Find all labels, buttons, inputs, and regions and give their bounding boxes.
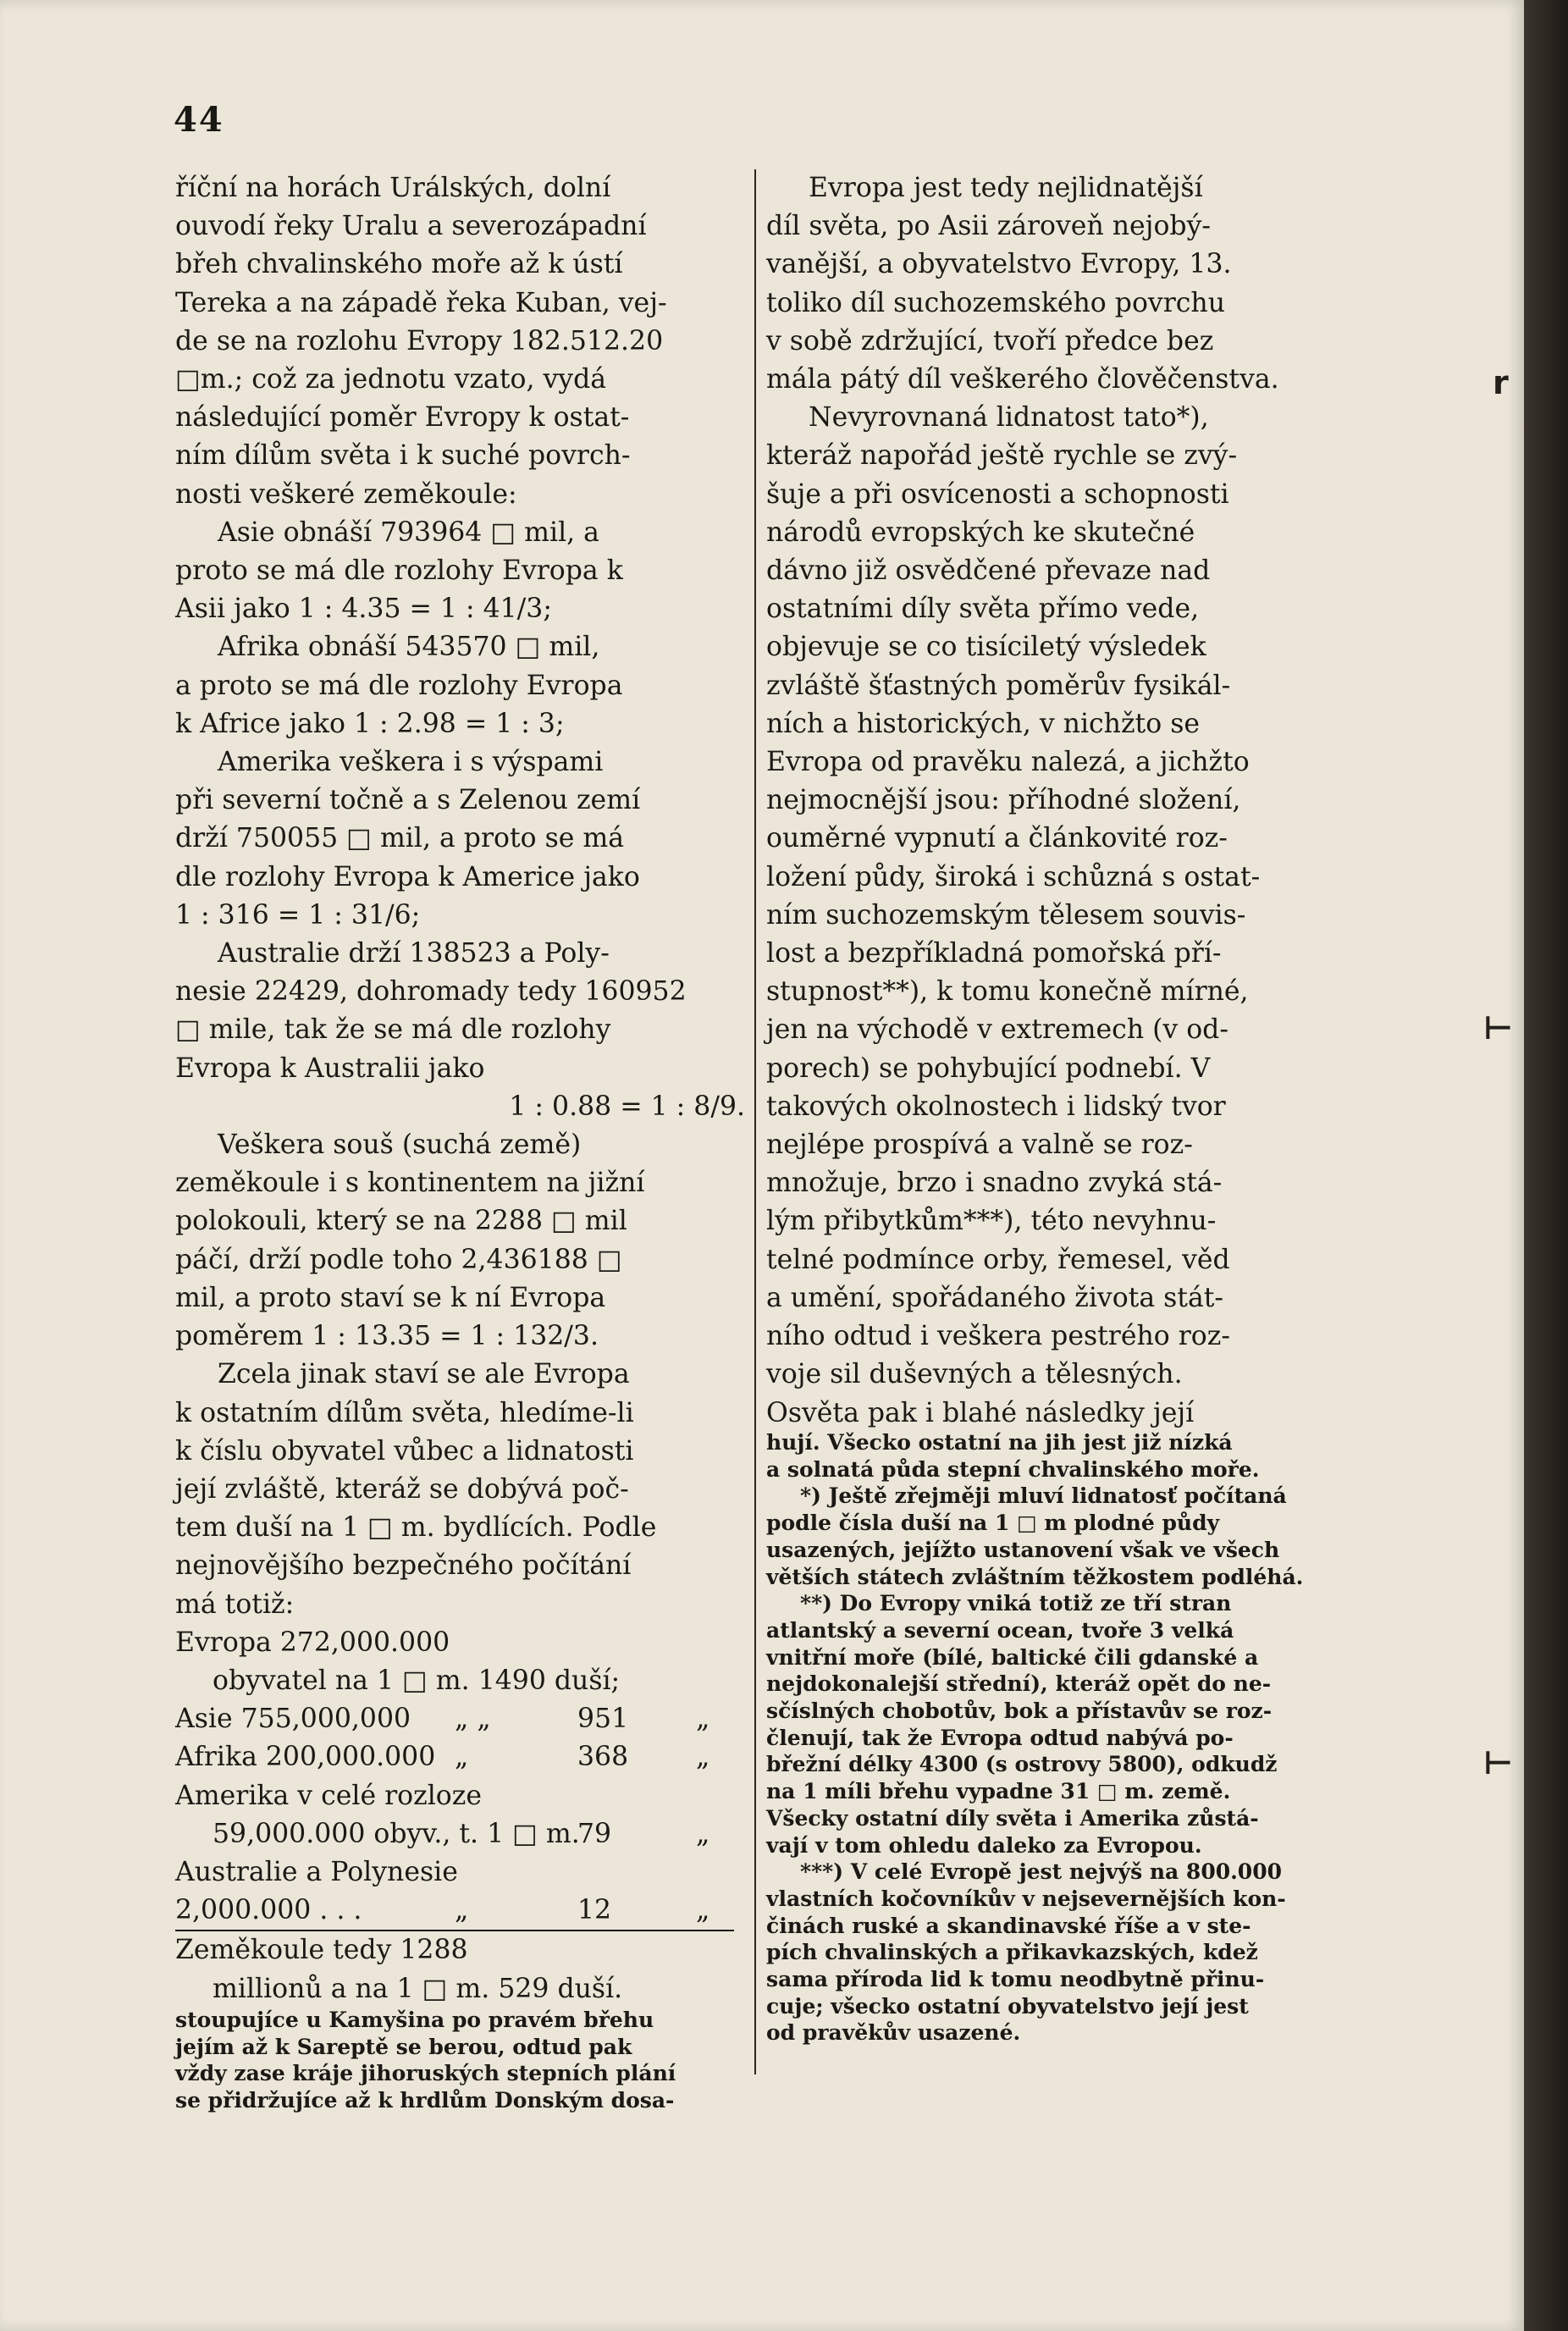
text-line: ním suchozemským tělesem souvis- bbox=[766, 899, 1246, 931]
text-line: polokouli, který se na 2288 □ mil bbox=[175, 1206, 627, 1237]
text-line: jen na východě v extremech (v od- bbox=[766, 1014, 1228, 1046]
text-line: vanější, a obyvatelstvo Evropy, 13. bbox=[766, 249, 1232, 280]
text-line: porech) se pohybující podnebí. V bbox=[766, 1052, 1211, 1084]
footnote-line: činách ruské a skandinavské říše a v ste- bbox=[766, 1913, 1251, 1938]
text-line: stupnost**), k tomu konečně mírné, bbox=[766, 976, 1249, 1008]
unit-ditto: „ bbox=[696, 1704, 710, 1735]
text-line: □m.; což za jednotu vzato, vydá bbox=[175, 364, 607, 395]
footnote-line: hují. Všecko ostatní na jih jest již nízká bbox=[766, 1430, 1233, 1455]
population-label: 2,000.000 . . . bbox=[175, 1895, 362, 1926]
text-line: 1 : 316 = 1 : 31/6; bbox=[175, 899, 421, 931]
text-line: □ mile, tak že se má dle rozlohy bbox=[175, 1014, 611, 1046]
footnote-line: Všecky ostatní díly světa i Amerika zůstá- bbox=[766, 1805, 1259, 1831]
text-line: takových okolnostech i lidský tvor bbox=[766, 1091, 1226, 1122]
text-line: ního odtud i veškera pestrého roz- bbox=[766, 1321, 1231, 1352]
population-label: millionů a na 1 □ m. 529 duší. bbox=[213, 1973, 623, 2004]
column-divider bbox=[754, 169, 756, 2074]
text-line: ostatními díly světa přímo vede, bbox=[766, 594, 1200, 625]
text-line: ním dílům světa i k suché povrch- bbox=[175, 440, 631, 472]
footnote-line: se přidržujíce až k hrdlům Donským dosa- bbox=[175, 2088, 675, 2113]
text-line: nejlépe prospívá a valně se roz- bbox=[766, 1130, 1193, 1161]
text-line: poměrem 1 : 13.35 = 1 : 132/3. bbox=[175, 1321, 599, 1352]
footnote-line: a solnatá půda stepní chvalinského moře. bbox=[766, 1456, 1260, 1482]
text-line: k ostatním dílům světa, hledíme-li bbox=[175, 1397, 634, 1428]
ditto-mark: „ bbox=[455, 1895, 469, 1926]
population-row bbox=[175, 1930, 734, 1969]
text-line: šuje a při osvícenosti a schopnosti bbox=[766, 478, 1229, 510]
text-line: Australie drží 138523 a Poly- bbox=[218, 938, 610, 969]
text-line: nejnovějšího bezpečného počítání bbox=[175, 1550, 632, 1582]
text-line: ouměrné vypnutí a článkovité roz- bbox=[766, 823, 1228, 854]
margin-mark-2: ⊢ bbox=[1483, 1009, 1513, 1047]
population-row bbox=[175, 1738, 745, 1776]
footnote-line: nejdokonalejší střední), kteráž opět do ne- bbox=[766, 1671, 1272, 1697]
text-line: tem duší na 1 □ m. bydlících. Podle bbox=[175, 1512, 657, 1544]
footnote-line: stoupujíce u Kamyšina po pravém břehu bbox=[175, 2008, 654, 2032]
page-number: 44 bbox=[174, 100, 224, 140]
left-footnote bbox=[175, 2007, 745, 2114]
text-line: a proto se má dle rozlohy Evropa bbox=[175, 670, 623, 701]
text-line: nesie 22429, dohromady tedy 160952 bbox=[175, 976, 687, 1008]
text-line: říční na horách Urálských, dolní bbox=[175, 173, 611, 203]
population-row bbox=[175, 1700, 745, 1738]
text-line: nejmocnější jsou: příhodné složení, bbox=[766, 785, 1241, 816]
footnote-line: podle čísla duší na 1 □ m plodné půdy bbox=[766, 1511, 1220, 1536]
text-line: zeměkoule i s kontinentem na jižní bbox=[175, 1168, 645, 1199]
footnote-line: od pravěkův usazené. bbox=[766, 2020, 1021, 2046]
text-line: v sobě zdržující, tvoří předce bez bbox=[766, 325, 1214, 356]
population-label: Australie a Polynesie bbox=[175, 1856, 458, 1887]
right-footnotes bbox=[766, 1429, 1342, 2047]
unit-ditto: „ bbox=[696, 1818, 710, 1849]
population-row bbox=[175, 1815, 745, 1853]
text-line: Afrika obnáší 543570 □ mil, bbox=[218, 632, 600, 663]
footnote-line: členují, tak že Evropa odtud nabývá po- bbox=[766, 1725, 1234, 1750]
footnote-line: sama příroda lid k tomu neodbytně přinu- bbox=[766, 1967, 1265, 1992]
text-line: ních a historických, v nichžto se bbox=[766, 708, 1200, 739]
text-line: Amerika veškera i s výspami bbox=[218, 747, 604, 778]
unit-ditto: „ bbox=[696, 1895, 710, 1926]
text-line: kteráž napořád ještě rychle se zvý- bbox=[766, 440, 1238, 472]
population-value: 12 bbox=[577, 1895, 612, 1926]
population-label: Amerika v celé rozloze bbox=[175, 1780, 482, 1811]
population-label: Zeměkoule tedy 1288 bbox=[175, 1935, 468, 1966]
footnote-line: břežní délky 4300 (s ostrovy 5800), odkudž bbox=[766, 1752, 1278, 1777]
text-line: Asie obnáší 793964 □ mil, a bbox=[218, 516, 599, 548]
population-row bbox=[175, 1624, 745, 1662]
text-line: Zcela jinak staví se ale Evropa bbox=[218, 1359, 630, 1390]
text-line: má totiž: bbox=[175, 1588, 295, 1620]
text-line: drží 750055 □ mil, a proto se má bbox=[175, 823, 625, 854]
population-label: Evropa 272,000.000 bbox=[175, 1627, 450, 1658]
footnote-line: na 1 míli břehu vypadne 31 □ m. země. bbox=[766, 1779, 1231, 1804]
text-line: následující poměr Evropy k ostat- bbox=[175, 402, 630, 434]
text-line: ložení půdy, široká i schůzná s ostat- bbox=[766, 861, 1261, 892]
text-line: dávno již osvědčené převaze nad bbox=[766, 555, 1211, 587]
text-line: Osvěta pak i blahé následky její bbox=[766, 1397, 1195, 1428]
text-line: břeh chvalinského moře až k ústí bbox=[175, 249, 623, 280]
text-line: voje sil duševných a tělesných. bbox=[766, 1359, 1183, 1390]
ditto-mark: „ bbox=[455, 1742, 469, 1773]
text-line: národů evropských ke skutečné bbox=[766, 516, 1195, 548]
text-line: mála pátý díl veškerého člověčenstva. bbox=[766, 364, 1279, 395]
margin-mark-3: ⊢ bbox=[1483, 1744, 1513, 1781]
population-row bbox=[175, 1853, 745, 1892]
population-value: 368 bbox=[577, 1742, 629, 1773]
footnote-line: vždy zase kráje jihoruských stepních plání bbox=[175, 2061, 676, 2086]
population-row bbox=[175, 1970, 745, 2008]
right-column bbox=[766, 169, 1342, 1433]
footnote-line: jejím až k Sareptě se berou, odtud pak bbox=[175, 2034, 632, 2059]
text-line: proto se má dle rozlohy Evropa k bbox=[175, 555, 623, 587]
footnote-line: vají v tom ohledu daleko za Evropou. bbox=[766, 1832, 1202, 1858]
text-line: její zvláště, kteráž se dobývá poč- bbox=[175, 1473, 629, 1505]
footnote-line: atlantský a severní ocean, tvoře 3 velká bbox=[766, 1617, 1234, 1643]
text-line: zvláště šťastných poměrův fysikál- bbox=[766, 670, 1231, 701]
footnote-line: vnitřní moře (bílé, baltické čili gdanské a bbox=[766, 1644, 1259, 1670]
text-line: mil, a proto staví se k ní Evropa bbox=[175, 1282, 606, 1313]
text-line: při severní točně a s Zelenou zemí bbox=[175, 785, 641, 816]
ditto-mark: „ „ bbox=[455, 1704, 491, 1735]
population-value: 79 bbox=[577, 1818, 612, 1849]
text-line: k Africe jako 1 : 2.98 = 1 : 3; bbox=[175, 708, 565, 739]
text-line: páčí, drží podle toho 2,436188 □ bbox=[175, 1244, 622, 1275]
text-line: de se na rozlohu Evropy 182.512.20 bbox=[175, 325, 664, 356]
footnote-line: **) Do Evropy vniká totiž ze tří stran bbox=[800, 1591, 1232, 1616]
population-label: 59,000.000 obyv., t. 1 □ m. bbox=[213, 1818, 580, 1849]
population-label: Afrika 200,000.000 bbox=[175, 1742, 436, 1773]
footnote-line: cuje; všecko ostatní obyvatelstvo její jest bbox=[766, 1993, 1249, 2019]
margin-mark-1: r bbox=[1493, 364, 1509, 401]
text-line: díl světa, po Asii zároveň nejobý- bbox=[766, 211, 1212, 242]
text-line: množuje, brzo i snadno zvyká stá- bbox=[766, 1168, 1223, 1199]
text-line: k číslu obyvatel vůbec a lidnatosti bbox=[175, 1435, 634, 1467]
population-label: Asie 755,000,000 bbox=[175, 1704, 411, 1735]
text-line: Asii jako 1 : 4.35 = 1 : 41/3; bbox=[175, 594, 552, 625]
population-value: 951 bbox=[577, 1704, 629, 1735]
text-line: toliko díl suchozemského povrchu bbox=[766, 287, 1225, 318]
population-sub: obyvatel na 1 □ m. 1490 duší; bbox=[213, 1665, 621, 1696]
text-line: nosti veškeré zeměkoule: bbox=[175, 478, 517, 510]
text-line: Veškera souš (suchá země) bbox=[218, 1130, 582, 1161]
footnote-line: ***) V celé Evropě jest nejvýš na 800.000 bbox=[800, 1859, 1282, 1885]
footnote-line: větších státech zvláštním těžkostem podléhá. bbox=[766, 1564, 1304, 1589]
text-line: dle rozlohy Evropa k Americe jako bbox=[175, 861, 640, 892]
footnote-line: usazených, jejížto ustanovení však ve všech bbox=[766, 1537, 1280, 1562]
text-line: Nevyrovnaná lidnatost tato*), bbox=[809, 402, 1209, 434]
text-line: telné podmínce orby, řemesel, věd bbox=[766, 1244, 1230, 1275]
text-line: Evropa jest tedy nejlidnatější bbox=[809, 173, 1203, 203]
unit-ditto: „ bbox=[696, 1742, 710, 1773]
text-line: Evropa k Australii jako bbox=[175, 1052, 485, 1084]
text-line: Evropa od pravěku nalezá, a jichžto bbox=[766, 747, 1250, 778]
footnote-line: sčíslných chobotův, bok a přístavův se roz- bbox=[766, 1699, 1273, 1724]
text-line: ouvodí řeky Uralu a severozápadní bbox=[175, 211, 647, 242]
text-line: lost a bezpříkladná pomořská pří- bbox=[766, 938, 1222, 969]
text-line: objevuje se co tisíciletý výsledek bbox=[766, 632, 1206, 663]
page-edge bbox=[1524, 0, 1568, 2331]
text-line: lým přibytkům***), této nevyhnu- bbox=[766, 1206, 1217, 1237]
population-row bbox=[175, 1777, 745, 1815]
text-line: a umění, spořádaného života stát- bbox=[766, 1282, 1224, 1313]
footnote-line: *) Ještě zřejměji mluví lidnatosť počítaná bbox=[800, 1483, 1287, 1509]
footnote-line: vlastních kočovníkův v nejsevernějších kon- bbox=[766, 1886, 1286, 1911]
left-column bbox=[175, 169, 745, 2008]
text-line: Tereka a na západě řeka Kuban, vej- bbox=[175, 287, 667, 318]
footnote-line: pích chvalinských a přikavkazských, kdež bbox=[766, 1940, 1258, 1965]
population-row bbox=[175, 1892, 745, 1930]
text-line: 1 : 0.88 = 1 : 8/9. bbox=[509, 1091, 745, 1122]
